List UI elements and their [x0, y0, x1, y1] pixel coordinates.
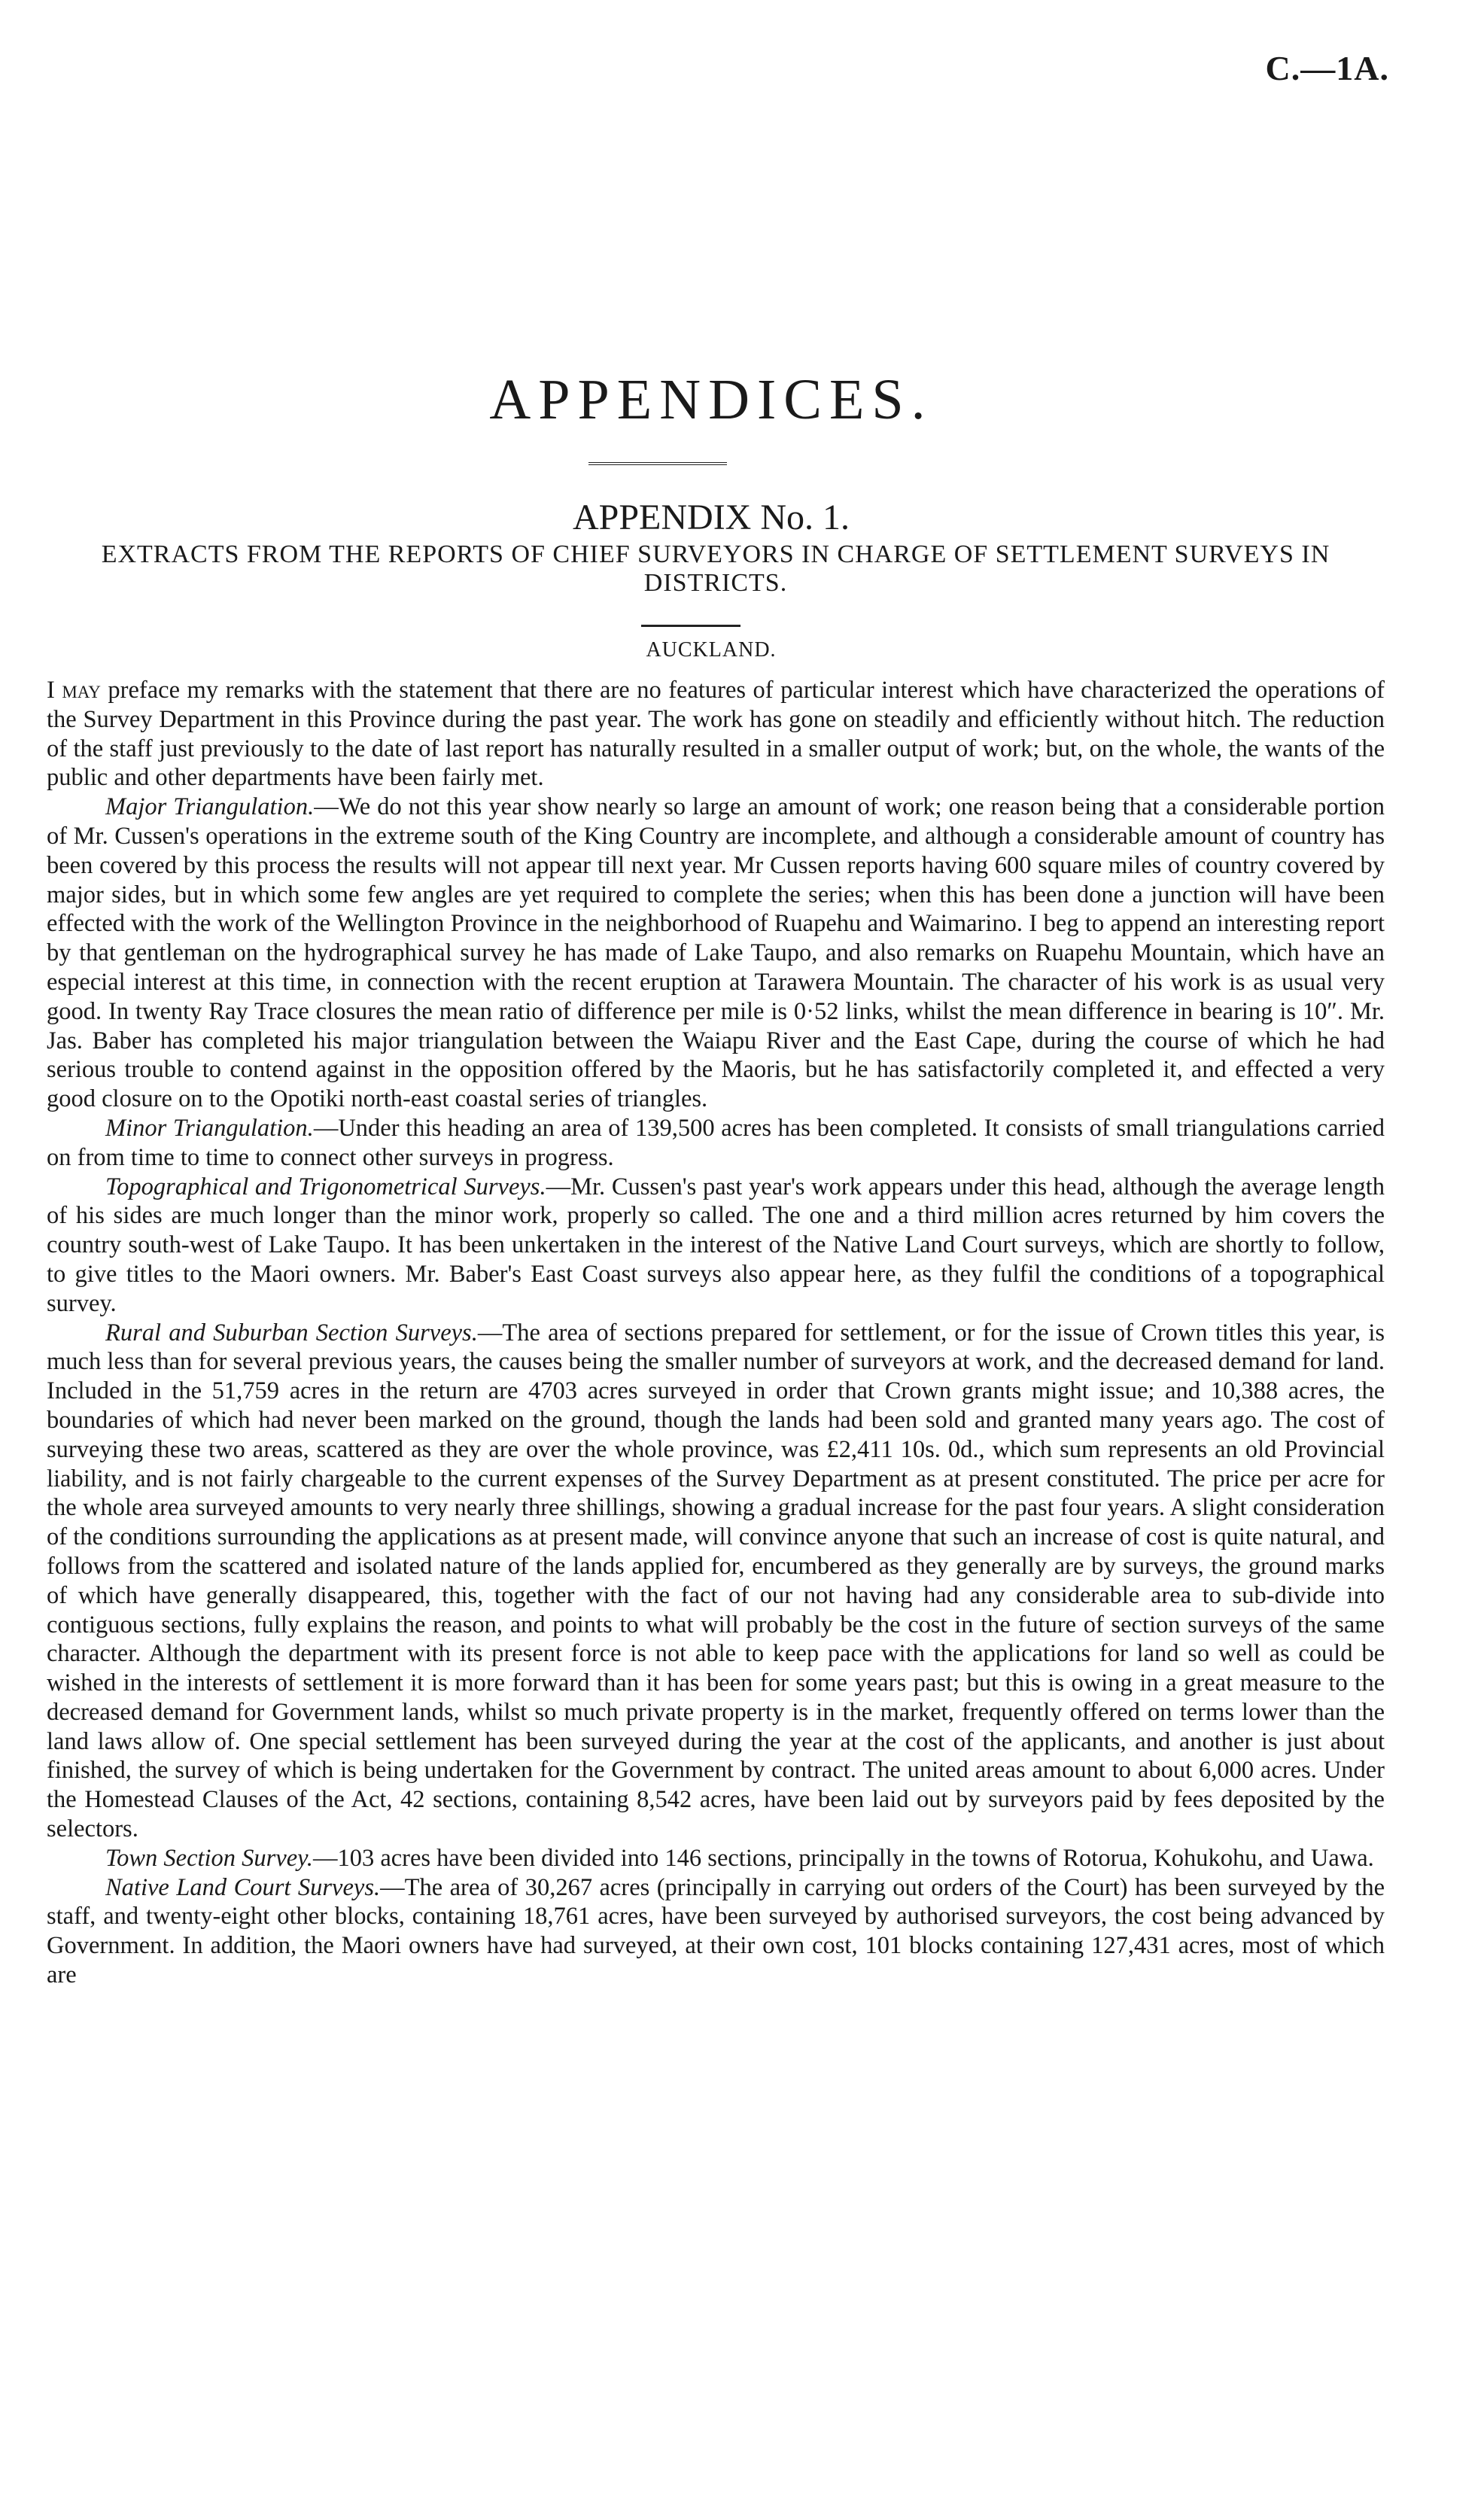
paragraph-text: —We do not this year show nearly so large an amount of work; one reason being that a considerable portion of Mr. Cussen's operations in the extreme south of the King Country are incomplete, and although a considerable amount of country has been covered by this process the results will not appear till next year. Mr Cussen reports having 600 square miles of country covered by major sides, but in which some few angles are yet required to complete the series; when this has been done a junction will have been effected with the work of the Wellington Province in the neighborhood of Ruapehu and Waimarino. I beg to append an interesting report by that gentleman on the hydrographical survey he has made of Lake Taupo, and also remarks on Ruapehu Mountain, which have an especial interest at this time, in connection with the recent eruption at Tarawera Mountain. The character of his work is as usual very good. In twenty Ray Trace closures the mean ratio of difference per mile is 0·52 links, whilst the mean difference in bearing is 10″. Mr. Jas. Baber has completed his major triangulation between the Waiapu River and the East Cape, during the course of which he had serious trouble to contend against in the opposition offered by the Maoris, but he has satisfactorily completed it, and effected a very good closure on to the Opotiki north-east coastal series of triangles.: [47, 793, 1385, 1113]
paragraph-text: —The area of sections prepared for settlement, or for the issue of Crown titles this year, is much less than for several previous years, the causes being the smaller number of surveyors at work, and the decreased demand for land. Included in the 51,759 acres in the return are 4703 acres surveyed in order that Crown grants might issue; and 10,388 acres, the boundaries of which had never been marked on the ground, though the lands had been sold and granted many years ago. The cost of surveying these two areas, scattered as they are over the whole province, was £2,411 10s. 0d., which sum represents an old Provincial liability, and is not fairly chargeable to the current expenses of the Survey Department as at present constituted. The price per acre for the whole area surveyed amounts to very nearly three shillings, showing a gradual increase for the past four years. A slight consideration of the conditions surrounding the applications as at present made, will convince anyone that such an increase of cost is quite natural, and follows from the scattered and isolated nature of the lands applied for, encumbered as they generally are by surveys, the ground marks of which have generally disappeared, this, together with the fact of our not having had any considerable area to sub-divide into contiguous sections, fully explains the reason, and points to what will probably be the cost in the future of section surveys of the same character. Although the department with its present force is not able to keep pace with the applications for land so well as could be wished in the interests of settlement it is more forward than it has been for some years past; but this is owing in a great measure to the decreased demand for Government lands, whilst so much private property is in the market, frequently offered on terms lower than the land laws allow of. One special settlement has been surveyed during the year at the cost of the applicants, and another is just about finished, the survey of which is being undertaken for the Government by contract. The united areas amount to about 6,000 acres. Under the Homestead Clauses of the Act, 42 sections, containing 8,542 acres, have been laid out by surveyors paid by fees deposited by the selectors.: [47, 1319, 1385, 1843]
paragraph-text: —The area of 30,267 acres (principally in carrying out orders of the Court) has been surveyed by the staff, and twenty-eight other blocks, containing 18,761 acres, have been surveyed by authorised surveyors, the cost being advanced by Government. In addition, the Maori owners have had surveyed, at their own cost, 101 blocks containing 127,431 acres, most of which are: [47, 1873, 1385, 1989]
appendix-title: APPENDIX No. 1.: [572, 497, 850, 537]
paragraph-text: preface my remarks with the statement that there are no features of particular interest which have characterized the operations of the Survey Department in this Province during the past year. The work has gone on steadily and efficiently without hitch. The reduction of the staff just previously to the date of last report has naturally resulted in a smaller output of work; but, on the whole, the wants of the public and other departments have been fairly met.: [47, 677, 1385, 792]
report-body: [47, 676, 1385, 1990]
paragraph-text: —Under this heading an area of 139,500 acres has been completed. It consists of small triangulations carried on from time to time to connect other surveys in progress.: [47, 1114, 1385, 1171]
paragraph-heading: Rural and Suburban Section Surveys.: [105, 1319, 478, 1346]
paragraph-topographical-surveys: [47, 1173, 1385, 1319]
paragraph-text: —103 acres have been divided into 146 sections, principally in the towns of Rotorua, Kohukohu, and Uawa.: [312, 1844, 1374, 1872]
title-divider: [588, 462, 727, 465]
paragraph-rural-suburban-surveys: [47, 1319, 1385, 1844]
paragraph-text: —Mr. Cussen's past year's work appears under this head, although the average length of his sides are much longer than the minor work, properly so called. The one and a third million acres returned by him covers the country south-west of Lake Taupo. It has been unkertaken in the interest of the Native Land Court surveys, which are shortly to follow, to give titles to the Maori owners. Mr. Baber's East Coast surveys also appear here, as they fulfil the conditions of a topographical survey.: [47, 1173, 1385, 1317]
subtitle-divider: [641, 625, 740, 627]
appendix-subtitle: EXTRACTS FROM THE REPORTS OF CHIEF SURVEYORS IN CHARGE OF SETTLEMENT SURVEYS IN DISTRICTS.: [101, 540, 1330, 597]
paragraph-heading: Topographical and Trigonometrical Surveys.: [105, 1173, 546, 1200]
paragraph-native-land-court-surveys: [47, 1873, 1385, 1990]
paragraph-minor-triangulation: [47, 1114, 1385, 1173]
lead-words: I may: [47, 677, 101, 704]
paragraph-heading: Town Section Survey.: [105, 1844, 313, 1872]
paragraph-heading: Minor Triangulation.: [105, 1114, 314, 1142]
paragraph-intro: [47, 676, 1385, 793]
page-title: APPENDICES.: [489, 368, 933, 431]
paragraph-heading: Major Triangulation.: [105, 793, 315, 821]
section-heading: AUCKLAND.: [646, 638, 777, 662]
document-reference: C.—1A.: [1265, 49, 1389, 87]
paragraph-heading: Native Land Court Surveys.: [105, 1873, 381, 1901]
paragraph-town-section-survey: [47, 1844, 1385, 1873]
paragraph-major-triangulation: [47, 793, 1385, 1114]
